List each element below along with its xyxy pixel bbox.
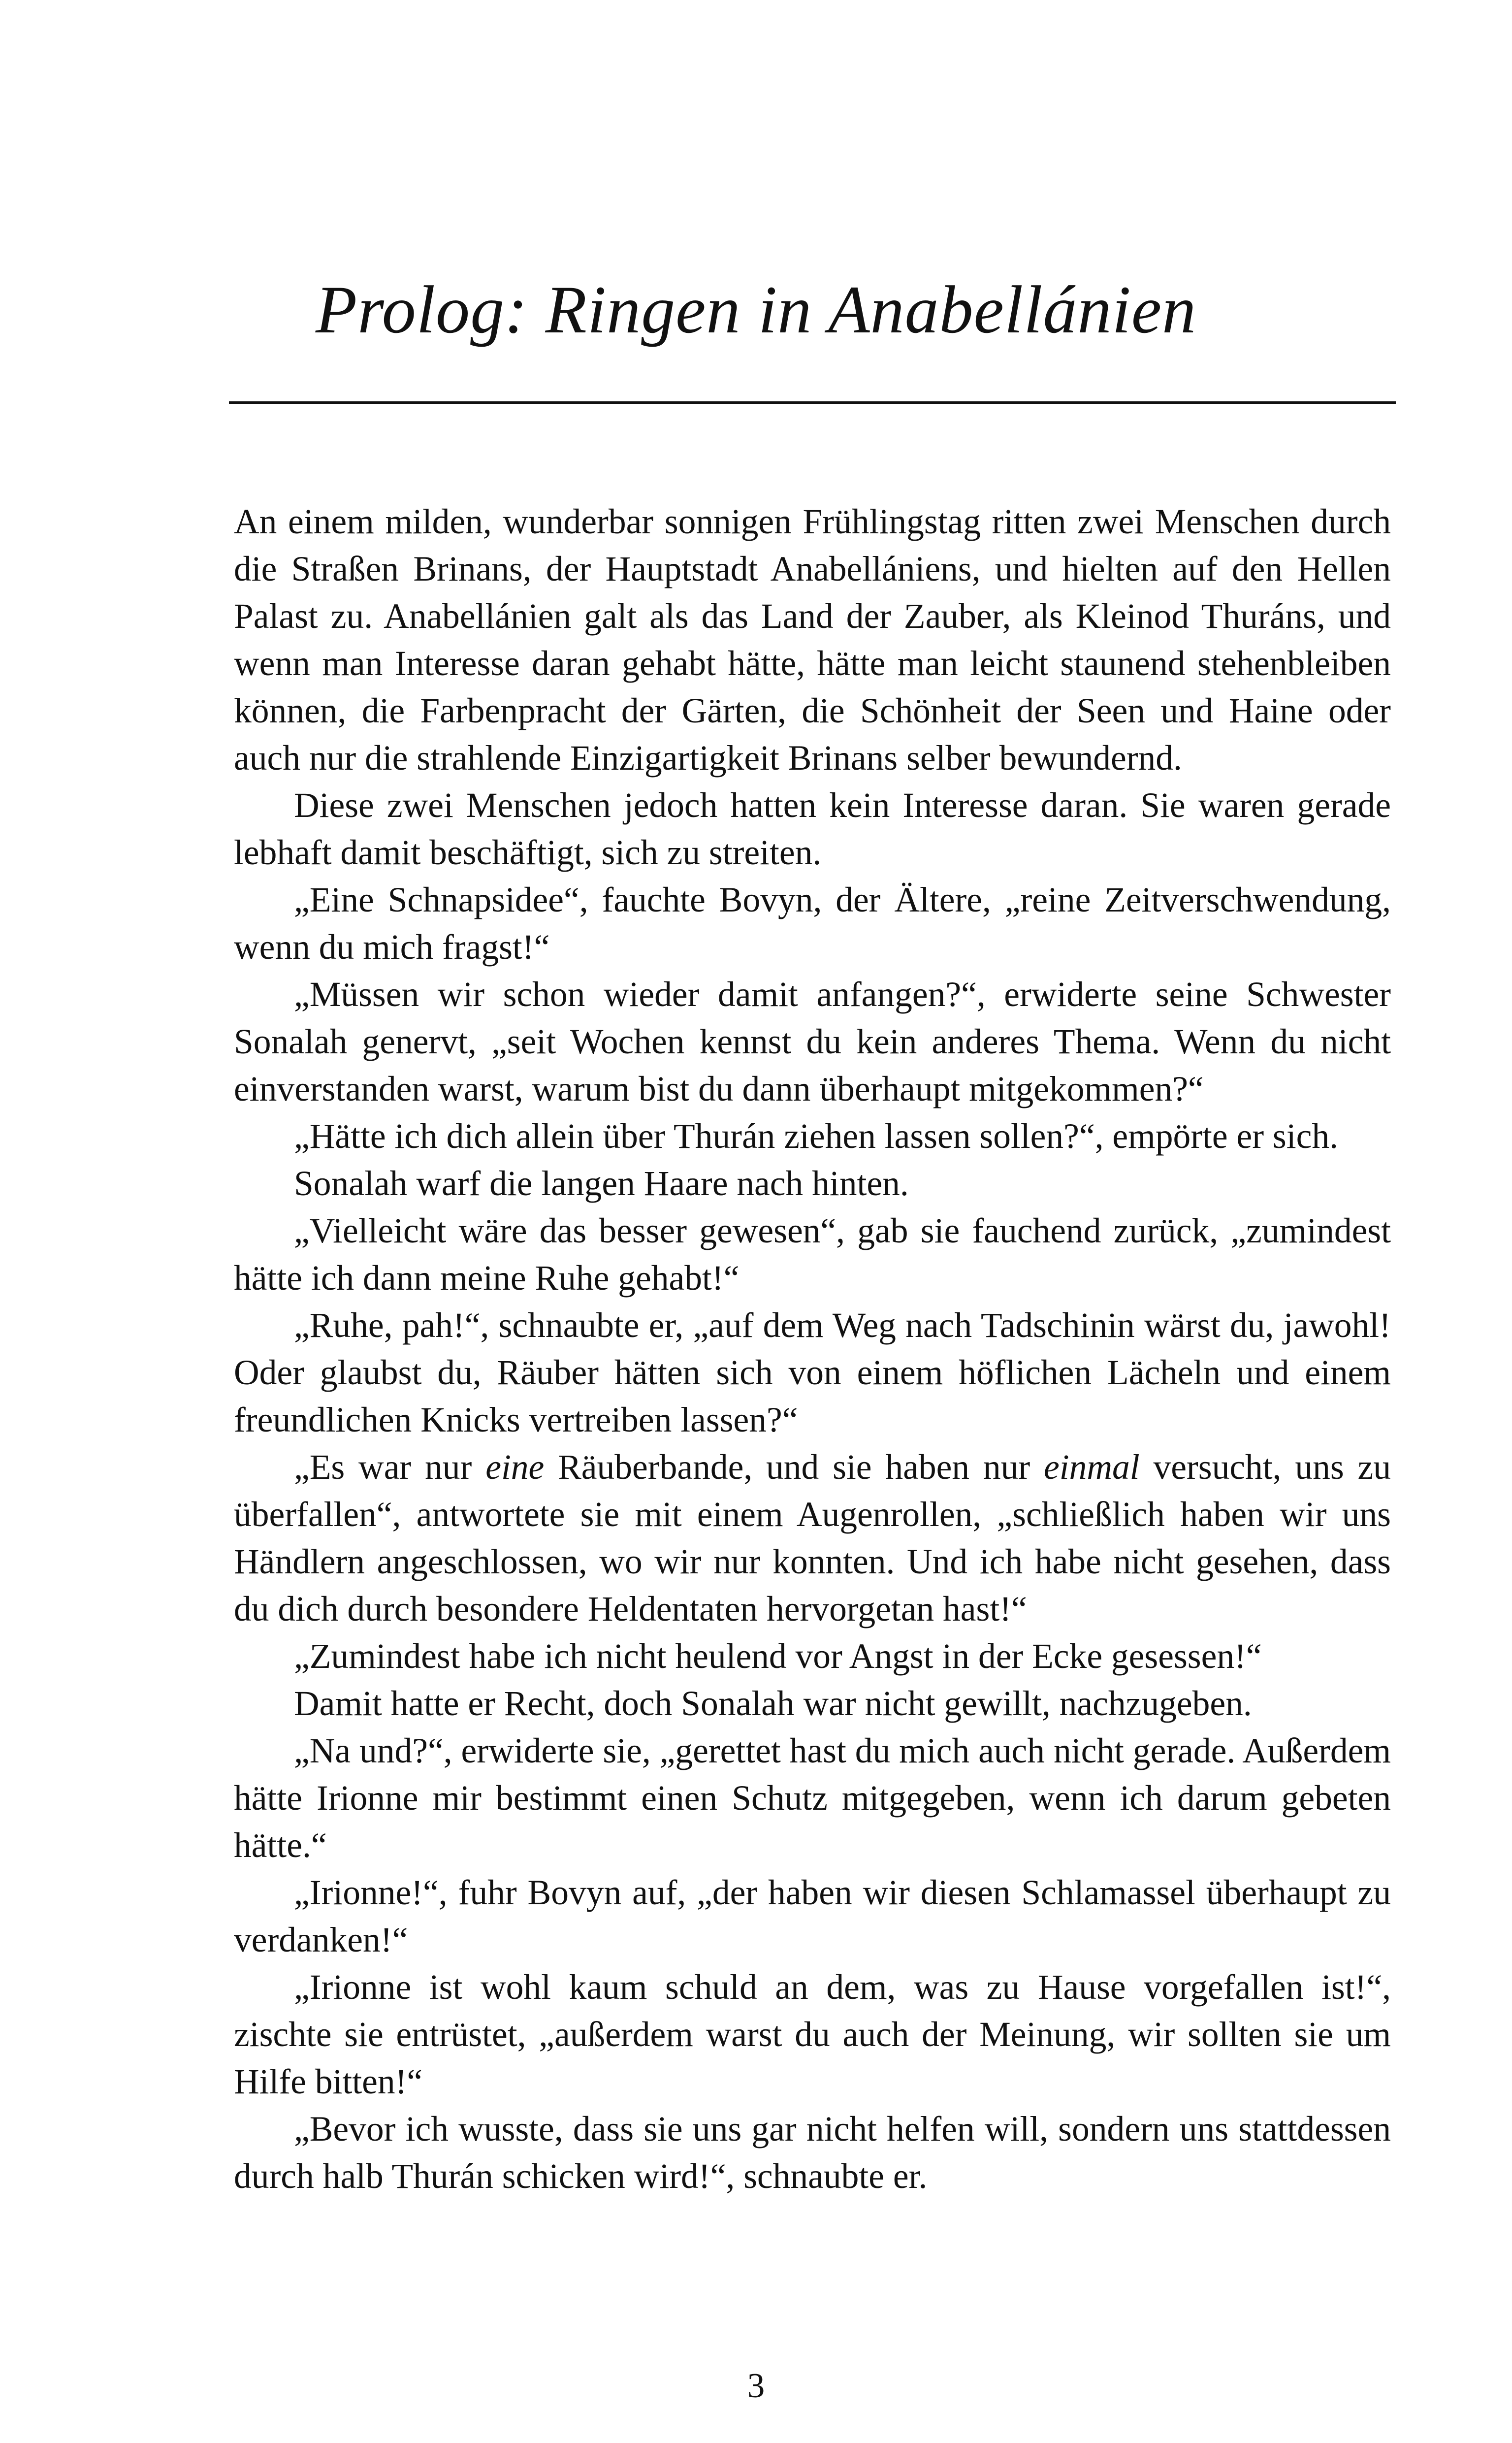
paragraph-text: „Es war nur: [294, 1448, 486, 1487]
title-divider: [229, 401, 1396, 404]
body-paragraph: [234, 1964, 1391, 2106]
paragraph-text: Diese zwei Menschen jedoch hatten kein Interesse daran. Sie waren gerade lebhaft damit beschäftigt, sich zu streiten.: [234, 786, 1391, 872]
body-paragraph: [234, 2106, 1391, 2200]
paragraph-text: Räuberbande, und sie haben nur: [544, 1448, 1044, 1487]
paragraph-text: „Irionne!“, fuhr Bovyn auf, „der haben wir diesen Schlamassel überhaupt zu verdanken!“: [234, 1873, 1391, 1959]
body-paragraph: [234, 1302, 1391, 1444]
paragraph-text: „Müssen wir schon wieder damit anfangen?“, erwiderte seine Schwester Sonalah genervt, „seit Wochen kennst du kein anderes Thema. Wenn du nicht einverstanden warst, warum bist du dann überhaupt mitgekommen?“: [234, 975, 1391, 1108]
body-paragraph: [234, 782, 1391, 877]
paragraph-text: „Bevor ich wusste, dass sie uns gar nicht helfen will, sondern uns stattdessen durch halb Thurán schicken wird!“, schnaubte er.: [234, 2110, 1391, 2196]
paragraph-text: Sonalah warf die langen Haare nach hinten.: [294, 1164, 909, 1203]
paragraph-text: versucht, uns zu überfallen“, antwortete sie mit einem Augenrollen, „schließlich haben wir uns Händlern angeschlossen, wo wir nur konnten. Und ich habe nicht gesehen, dass du dich durch besondere Heldentaten hervorgetan hast!“: [234, 1448, 1391, 1629]
paragraph-text: „Hätte ich dich allein über Thurán ziehen lassen sollen?“, empörte er sich.: [294, 1117, 1338, 1156]
paragraph-text: „Irionne ist wohl kaum schuld an dem, was zu Hause vorgefallen ist!“, zischte sie entrüstet, „außerdem warst du auch der Meinung, wir sollten sie um Hilfe bitten!“: [234, 1968, 1391, 2101]
body-paragraph: [234, 1869, 1391, 1964]
body-paragraph: [234, 1207, 1391, 1302]
body-paragraph: [234, 971, 1391, 1113]
emphasized-text: eine: [485, 1448, 545, 1487]
chapter-body: [234, 498, 1391, 2200]
body-paragraph: [234, 1113, 1391, 1160]
body-paragraph: [234, 1444, 1391, 1633]
body-paragraph: [234, 1633, 1391, 1680]
emphasized-text: einmal: [1044, 1448, 1140, 1487]
paragraph-text: „Ruhe, pah!“, schnaubte er, „auf dem Weg nach Tadschinin wärst du, jawohl! Oder glaubst du, Räuber hätten sich von einem höflichen Lächeln und einem freundlichen Knicks vertreiben lassen?“: [234, 1306, 1391, 1439]
body-paragraph: [234, 498, 1391, 782]
paragraph-text: „Vielleicht wäre das besser gewesen“, gab sie fauchend zurück, „zumindest hätte ich dann meine Ruhe gehabt!“: [234, 1211, 1391, 1298]
paragraph-text: „Eine Schnapsidee“, fauchte Bovyn, der Ältere, „reine Zeitverschwendung, wenn du mich fragst!“: [234, 880, 1391, 967]
paragraph-text: „Zumindest habe ich nicht heulend vor Angst in der Ecke gesessen!“: [294, 1637, 1262, 1676]
body-paragraph: [234, 1680, 1391, 1727]
paragraph-text: An einem milden, wunderbar sonnigen Frühlingstag ritten zwei Menschen durch die Straßen Brinans, der Hauptstadt Anabellániens, und hielten auf den Hellen Palast zu. Anabellánien galt als das Land der Zauber, als Kleinod Thuráns, und wenn man Interesse daran gehabt hätte, hätte man leicht staunend stehenbleiben können, die Farbenpracht der Gärten, die Schönheit der Seen und Haine oder auch nur die strahlende Einzigartigkeit Brinans selber bewundernd.: [234, 502, 1391, 778]
paragraph-text: Damit hatte er Recht, doch Sonalah war nicht gewillt, nachzugeben.: [294, 1684, 1252, 1723]
body-paragraph: [234, 877, 1391, 971]
page-number: 3: [747, 2367, 765, 2405]
paragraph-text: „Na und?“, erwiderte sie, „gerettet hast du mich auch nicht gerade. Außerdem hätte Irionne mir bestimmt einen Schutz mitgegeben, wenn ich darum gebeten hätte.“: [234, 1731, 1391, 1865]
body-paragraph: [234, 1727, 1391, 1869]
body-paragraph: [234, 1160, 1391, 1207]
chapter-title: Prolog: Ringen in Anabellánien: [315, 272, 1197, 347]
